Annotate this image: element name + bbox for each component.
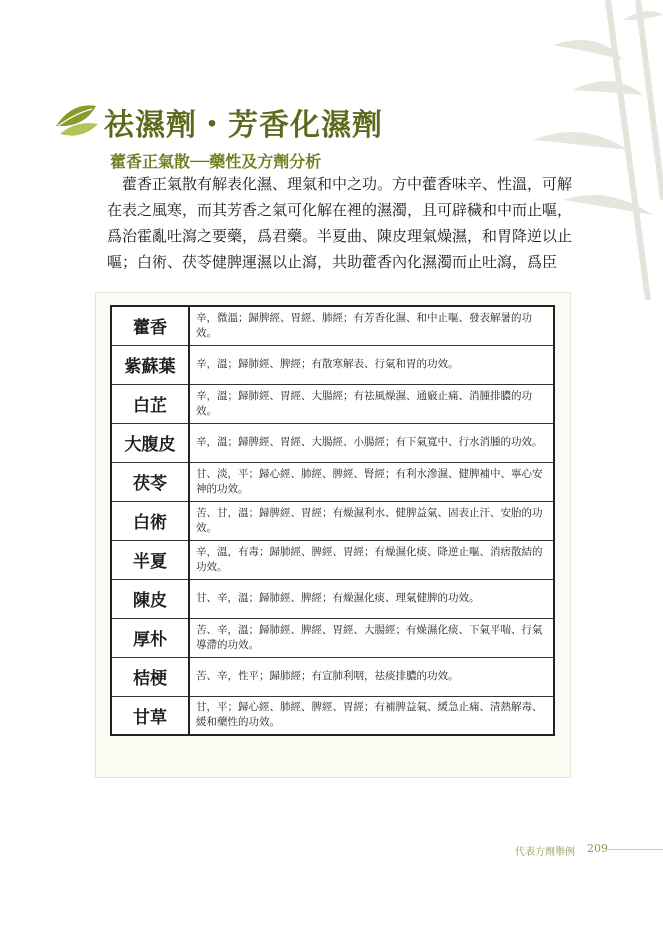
herb-name: 陳皮: [111, 579, 189, 618]
table-row: [111, 345, 554, 384]
herb-description: 辛，微溫；歸脾經、胃經、肺經；有芳香化濕、和中止嘔、發表解暑的功效。: [189, 306, 554, 345]
footer-rule: [608, 849, 663, 850]
herb-description: 苦、甘，溫；歸脾經、胃經；有燥濕利水、健脾益氣、固表止汗、安胎的功效。: [189, 501, 554, 540]
body-line: 嘔；白術、茯苓健脾運濕以止瀉，共助藿香內化濕濁而止吐瀉，爲臣: [107, 253, 558, 271]
chapter-title: 祛濕劑・芳香化濕劑: [104, 108, 383, 143]
body-line: 藿香正氣散有解表化濕、理氣和中之功。方中藿香味辛、性溫，可解: [107, 175, 573, 193]
table-row: [111, 540, 554, 579]
herb-description: 辛，溫；歸肺經、脾經；有散寒解表、行氣和胃的功效。: [189, 345, 554, 384]
table-row: [111, 618, 554, 657]
herb-description: 甘、辛，溫；歸肺經、脾經；有燥濕化痰、理氣健脾的功效。: [189, 579, 554, 618]
table-row: [111, 501, 554, 540]
herb-name: 藿香: [111, 306, 189, 345]
herb-description: 甘，平；歸心經、肺經、脾經、胃經；有補脾益氣、緩急止痛、清熱解毒、緩和藥性的功效。: [189, 696, 554, 735]
body-paragraph: [107, 171, 607, 275]
table-row: [111, 306, 554, 345]
herb-description: 辛，溫；歸肺經、胃經、大腸經；有祛風燥濕、通竅止痛、消腫排膿的功效。: [189, 384, 554, 423]
herb-name: 甘草: [111, 696, 189, 735]
section-title: 藿香正氣散──藥性及方劑分析: [110, 152, 322, 171]
table-row: [111, 657, 554, 696]
herb-name: 茯苓: [111, 462, 189, 501]
table-row: [111, 384, 554, 423]
herb-description: 辛，溫，有毒；歸肺經、脾經、胃經；有燥濕化痰、降逆止嘔、消痞散結的功效。: [189, 540, 554, 579]
herb-table: [110, 305, 555, 736]
herb-name: 大腹皮: [111, 423, 189, 462]
table-row: [111, 696, 554, 735]
herb-name: 厚朴: [111, 618, 189, 657]
table-row: [111, 579, 554, 618]
herb-name: 紫蘇葉: [111, 345, 189, 384]
herb-name: 半夏: [111, 540, 189, 579]
page-number: 209: [587, 842, 608, 855]
body-line: 爲治霍亂吐瀉之要藥，爲君藥。半夏曲、陳皮理氣燥濕，和胃降逆以止: [107, 227, 573, 245]
herb-name: 白芷: [111, 384, 189, 423]
herb-name: 白術: [111, 501, 189, 540]
herb-name: 桔梗: [111, 657, 189, 696]
body-line: 在表之風寒，而其芳香之氣可化解在裡的濕濁，且可辟穢和中而止嘔，: [107, 201, 573, 219]
footer-label: 代表方劑舉例: [515, 847, 575, 858]
herb-description: 苦、辛，性平；歸肺經；有宣肺利咽，祛痰排膿的功效。: [189, 657, 554, 696]
table-row: [111, 423, 554, 462]
table-row: [111, 462, 554, 501]
herb-description: 辛，溫；歸脾經、胃經、大腸經、小腸經；有下氣寬中、行水消腫的功效。: [189, 423, 554, 462]
leaf-icon: [52, 98, 100, 138]
herb-description: 苦、辛，溫；歸肺經、脾經、胃經、大腸經；有燥濕化痰、下氣平喘、行氣導滯的功效。: [189, 618, 554, 657]
herb-description: 甘、淡，平；歸心經、肺經、脾經、腎經；有利水滲濕、健脾補中、寧心安神的功效。: [189, 462, 554, 501]
